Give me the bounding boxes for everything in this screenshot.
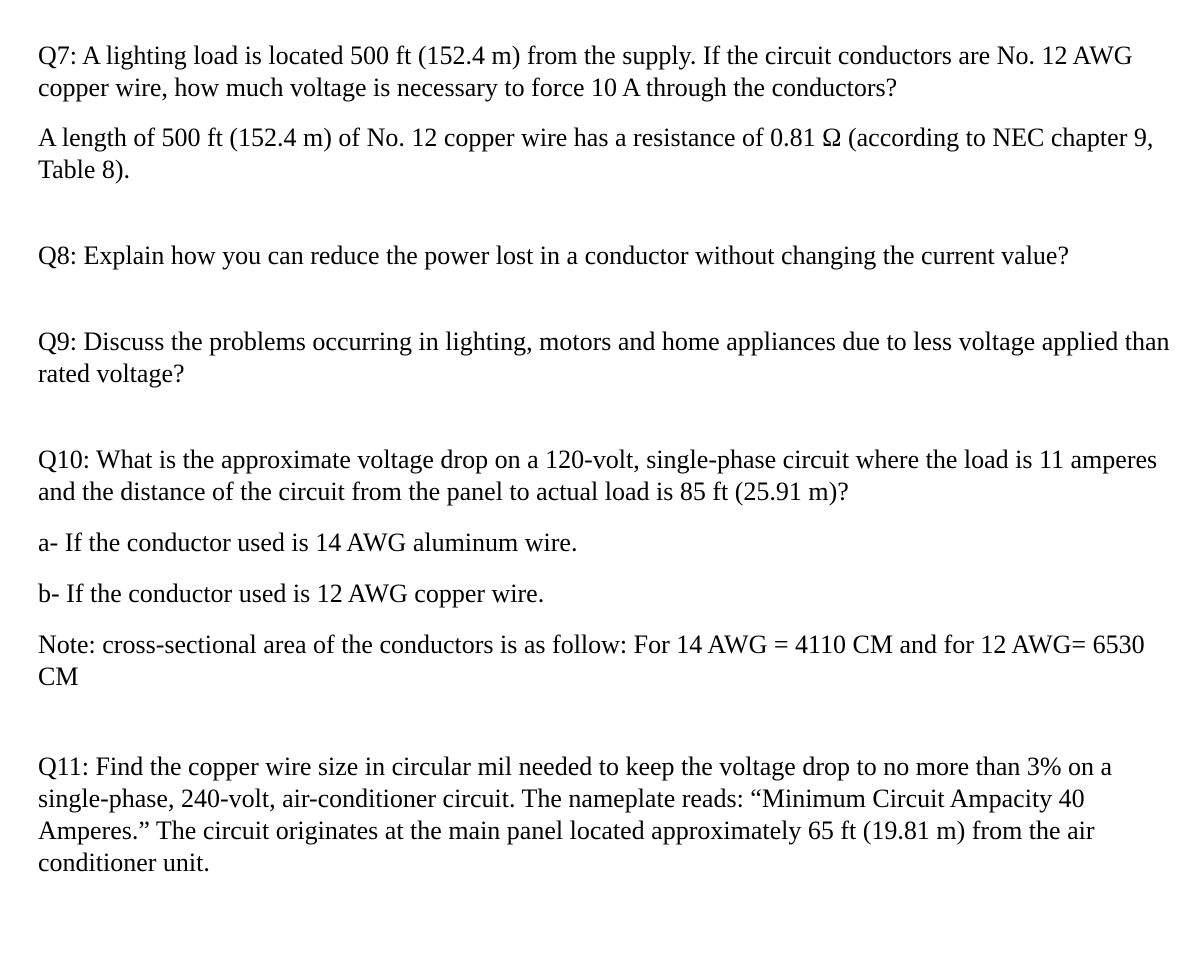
q10-note: Note: cross-sectional area of the conductors is as follow: For 14 AWG = 4110 CM and for 12 AWG= 6530 CM: [38, 630, 1145, 691]
q7-note: A length of 500 ft (152.4 m) of No. 12 copper wire has a resistance of 0.81 Ω (according to NEC chapter 9, Table 8).: [38, 123, 1154, 184]
q7-question: Q7: A lighting load is located 500 ft (152.4 m) from the supply. If the circuit conductors are No. 12 AWG copper wire, how much voltage is necessary to force 10 A through the conductors?: [38, 41, 1133, 102]
q11-question: Q11: Find the copper wire size in circular mil needed to keep the voltage drop to no more than 3% on a single-phase, 240-volt, air-conditioner circuit. The nameplate reads: “Minimum Circuit Ampacity 40 Amperes.” The circuit originates at the main panel located approximately 65 ft (19.81 m) from the air conditioner unit.: [38, 752, 1113, 877]
document-page: [38, 40, 1178, 879]
q10-part-b: b- If the conductor used is 12 AWG copper wire.: [38, 579, 545, 608]
q8-question: Q8: Explain how you can reduce the power lost in a conductor without changing the current value?: [38, 241, 1070, 270]
q10-question: Q10: What is the approximate voltage drop on a 120-volt, single-phase circuit where the load is 11 amperes and the distance of the circuit from the panel to actual load is 85 ft (25.91 m)?: [38, 445, 1158, 506]
q10-part-a: a- If the conductor used is 14 AWG aluminum wire.: [38, 528, 578, 557]
q9-question: Q9: Discuss the problems occurring in lighting, motors and home appliances due to less voltage applied than rated voltage?: [38, 327, 1170, 388]
